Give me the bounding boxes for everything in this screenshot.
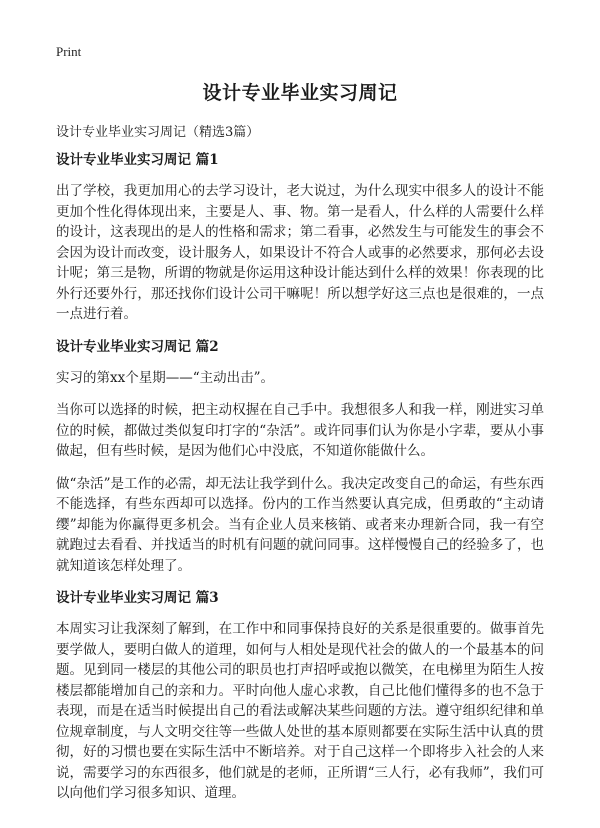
document-subtitle: 设计专业毕业实习周记（精选3篇）: [56, 125, 260, 140]
section-heading: 设计专业毕业实习周记 篇1: [56, 152, 219, 168]
section-1: [56, 150, 544, 325]
section-3: [56, 588, 544, 804]
page-title: 设计专业毕业实习周记: [202, 82, 398, 104]
section-2: [56, 337, 544, 577]
paragraph: 做“杂活”是工作的必需，却无法让我学到什么。我决定改变自己的命运，有些东西不能选择，有些东西却可以选择。份内的工作当然要认真完成，但勇敢的“主动请缨”却能为你赢得更多机会。当有企业人员来核销、或者来办理新合同，我一有空就跑过去看看、并找适当的时机有问题的就问同事。这样慢慢自己的经验多了，也就知道该怎样处理了。: [56, 475, 544, 574]
section-heading: 设计专业毕业实习周记 篇2: [56, 338, 219, 355]
paragraph: 实习的第xx个星期——“主动出击”。: [56, 369, 275, 386]
paragraph: 出了学校，我更加用心的去学习设计，老大说过，为什么现实中很多人的设计不能更加个性化得体现出来，主要是人、事、物。第一是看人，什么样的人需要什么样的设计，这表现出的是人的性格和需求；第二看事，必然发生与可能发生的事会不会因为设计而改变，设计服务人，如果设计不符合人或事的必然要求，那何必去设计呢；第三是物，所谓的物就是你运用这种设计能达到什么样的效果！你表现的比外行还要外行，那还找你们设计公司干嘛呢！所以想学好这三点也是很难的，一点一点进行着。: [56, 183, 544, 322]
section-heading: 设计专业毕业实习周记 篇3: [56, 590, 219, 606]
print-link[interactable]: Print: [56, 44, 82, 59]
article-body: [56, 150, 544, 816]
paragraph: 本周实习让我深刻了解到，在工作中和同事保持良好的关系是很重要的。做事首先要学做人，要明白做人的道理，如何与人相处是现代社会的做人的一个最基本的问题。见到同一楼层的其他公司的职员也打声招呼或抱以微笑，在电梯里为陌生人按楼层都能增加自己的亲和力。平时向他人虚心求教，自己比他们懂得多的也不急于表现，而是在适当时候提出自己的看法或解决某些问题的方法。遵守组织纪律和单位规章制度，与人文明交往等一些做人处世的基本原则都要在实际生活中认真的贯彻，好的习惯也要在实际生活中不断培养。对于自己这样一个即将步入社会的人来说，需要学习的东西很多，他们就是的老师，正所谓“三人行，必有我师”，我们可以向他们学习很多知识、道理。: [56, 621, 544, 801]
paragraph: 当你可以选择的时候，把主动权握在自己手中。我想很多人和我一样，刚进实习单位的时候，都做过类似复印打字的“杂活”。或许同事们认为你是小字辈，要从小事做起，但有些时候，是因为他们心中没底，不知道你能做什么。: [56, 402, 544, 459]
